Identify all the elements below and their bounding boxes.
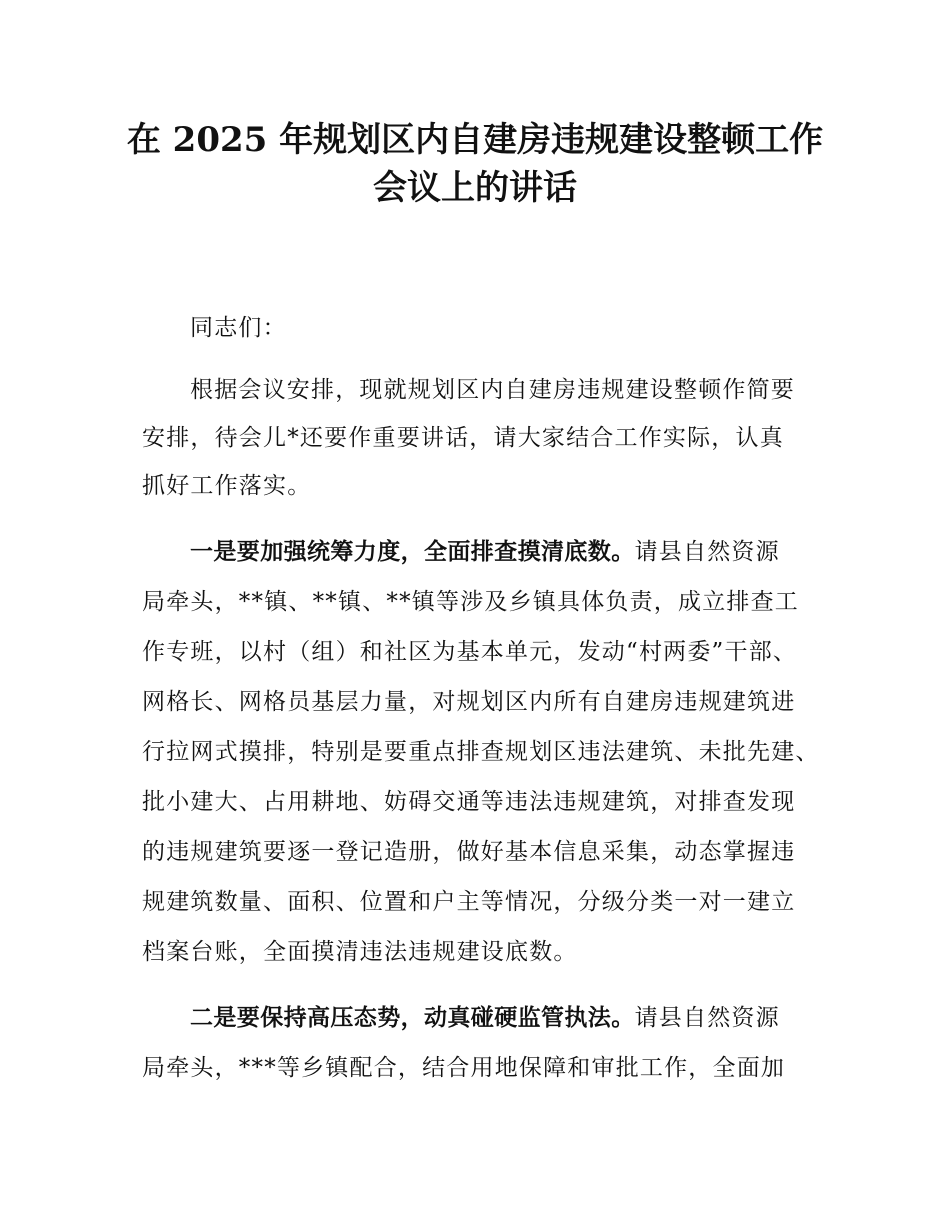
section1-line: 网格长、网格员基层力量，对规划区内所有自建房违规建筑进 bbox=[142, 689, 796, 715]
intro-line: 根据会议安排，现就规划区内自建房违规建设整顿作简要 bbox=[190, 377, 795, 403]
section1-line: 行拉网式摸排，特别是要重点排查规划区违法建筑、未批先建、 bbox=[142, 739, 820, 765]
section1-first-line-rest: 请县自然资源 bbox=[634, 539, 780, 565]
section2-first-line bbox=[190, 1002, 870, 1034]
section1-line: 批小建大、占用耕地、妨碍交通等违法违规建筑，对排查发现 bbox=[142, 789, 796, 815]
section1-line: 规建筑数量、面积、位置和户主等情况，分级分类一对一建立 bbox=[142, 889, 796, 915]
section1-first-line bbox=[190, 536, 870, 568]
salutation: 同志们： bbox=[190, 315, 287, 341]
section1-line: 档案台账，全面摸清违法违规建设底数。 bbox=[142, 939, 578, 965]
section1-line: 局牵头，**镇、**镇、**镇等涉及乡镇具体负责，成立排查工 bbox=[142, 589, 799, 615]
section1-heading: 一是要加强统筹力度，全面排查摸清底数。 bbox=[190, 538, 635, 565]
section1-line: 的违规建筑要逐一登记造册，做好基本信息采集，动态掌握违 bbox=[142, 839, 796, 865]
section1-line: 作专班，以村（组）和社区为基本单元，发动“村两委”干部、 bbox=[142, 639, 798, 665]
section2-first-line-rest: 请县自然资源 bbox=[634, 1005, 780, 1031]
intro-line: 抓好工作落实。 bbox=[142, 473, 312, 499]
intro-line: 安排，待会儿*还要作重要讲话，请大家结合工作实际，认真 bbox=[142, 425, 784, 451]
document-title-line-2: 会议上的讲话 bbox=[373, 168, 577, 208]
document-title-line-1: 在 2025 年规划区内自建房违规建设整顿工作 bbox=[126, 120, 824, 160]
section2-line: 局牵头，***等乡镇配合，结合用地保障和审批工作，全面加 bbox=[142, 1055, 786, 1081]
section2-heading: 二是要保持高压态势，动真碰硬监管执法。 bbox=[190, 1004, 635, 1031]
